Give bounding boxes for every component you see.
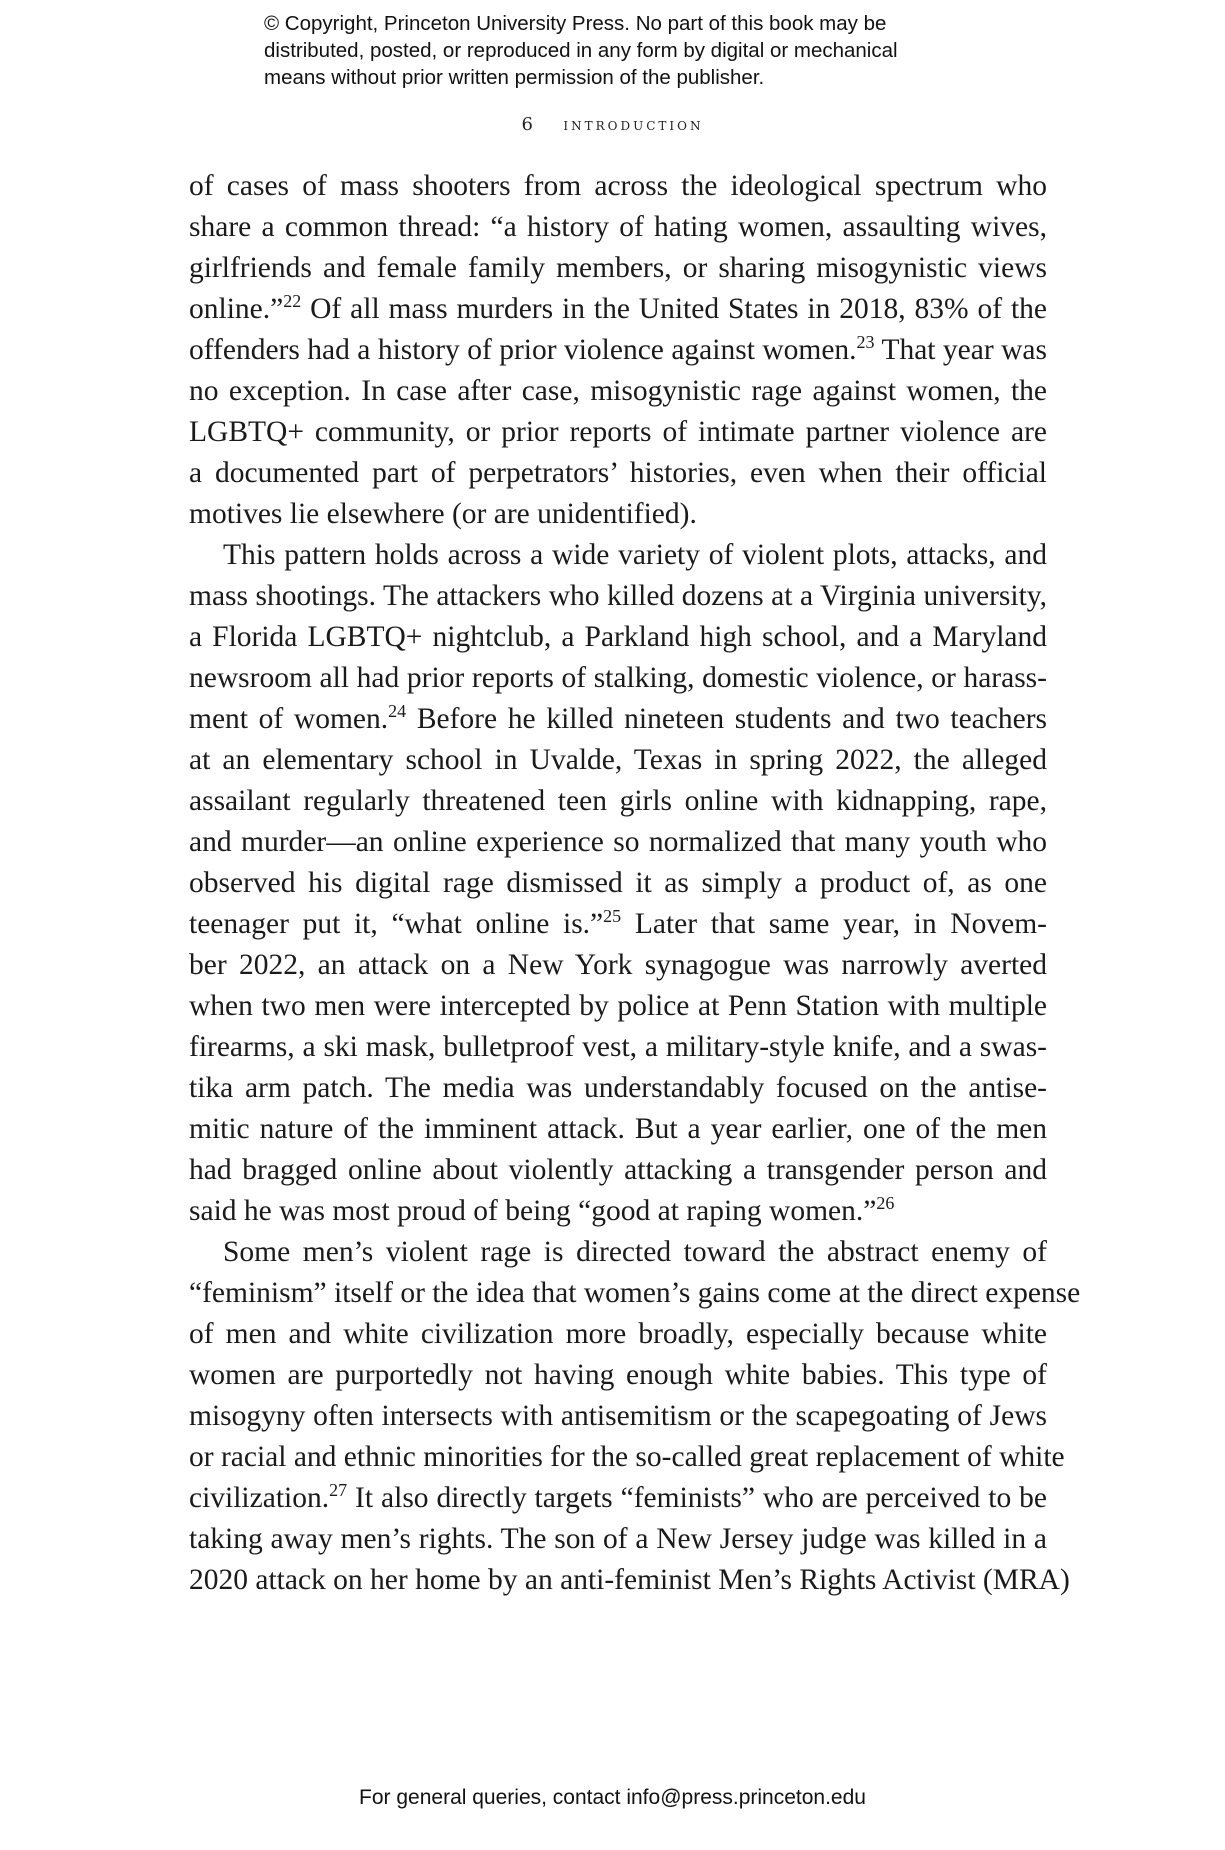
text-line: and murder—an online experience so normalized that many youth who: [189, 826, 1047, 858]
text-line: ber 2022, an attack on a New York synagogue was narrowly averted: [189, 949, 1047, 981]
footnote-ref: 27: [329, 1480, 348, 1500]
body-text: [189, 166, 1081, 1601]
copyright-line: means without prior written permission of the publisher.: [264, 66, 765, 89]
footnote-ref: 25: [603, 906, 622, 926]
copyright-line: distributed, posted, or reproduced in any form by digital or mechanical: [264, 39, 898, 62]
text-line: teenager put it, “what online is.”$^{25}$ Later that same year, in Novem-: [189, 906, 1047, 940]
text-line: or racial and ethnic minorities for the so-called great replacement of white: [189, 1441, 1065, 1473]
text-line: Some men’s violent rage is directed toward the abstract enemy of: [223, 1236, 1047, 1268]
text-line: when two men were intercepted by police at Penn Station with multiple: [189, 990, 1047, 1022]
text-line: a Florida LGBTQ+ nightclub, a Parkland high school, and a Maryland: [189, 621, 1047, 653]
text-line: assailant regularly threatened teen girls online with kidnapping, rape,: [189, 785, 1047, 817]
text-line: share a common thread: “a history of hating women, assaulting wives,: [189, 211, 1047, 243]
text-line: online.”$^{22}$ Of all mass murders in the United States in 2018, 83% of the: [189, 291, 1047, 325]
text-line: girlfriends and female family members, or sharing misogynistic views: [189, 252, 1047, 284]
text-line: tika arm patch. The media was understandably focused on the antise-: [189, 1072, 1047, 1104]
text-line: women are purportedly not having enough white babies. This type of: [189, 1359, 1047, 1391]
text-line: “feminism” itself or the idea that women’s gains come at the direct expense: [189, 1277, 1081, 1309]
text-line: of cases of mass shooters from across the ideological spectrum who: [189, 170, 1047, 202]
text-line: LGBTQ+ community, or prior reports of intimate partner violence are: [189, 416, 1047, 448]
text-line: ment of women.$^{24}$ Before he killed nineteen students and two teachers: [189, 701, 1048, 735]
footnote-ref: 24: [388, 701, 407, 721]
copyright-notice: [264, 10, 1024, 91]
text-line: offenders had a history of prior violence against women.$^{23}$ That year was: [189, 332, 1047, 366]
text-line: misogyny often intersects with antisemitism or the scapegoating of Jews: [189, 1400, 1047, 1432]
text-line: observed his digital rage dismissed it as simply a product of, as one: [189, 867, 1047, 899]
text-line: a documented part of perpetrators’ histories, even when their official: [189, 457, 1047, 489]
text-line: 2020 attack on her home by an anti-feminist Men’s Rights Activist (MRA): [189, 1564, 1070, 1596]
page-number: 6: [521, 114, 533, 135]
text-line: firearms, a ski mask, bulletproof vest, a military-style knife, and a swas-: [189, 1031, 1047, 1063]
footnote-ref: 26: [876, 1193, 895, 1213]
text-line: had bragged online about violently attacking a transgender person and: [189, 1154, 1047, 1186]
text-line: of men and white civilization more broadly, especially because white: [189, 1318, 1047, 1350]
text-line: mitic nature of the imminent attack. But a year earlier, one of the men: [189, 1113, 1047, 1145]
text-line: said he was most proud of being “good at raping women.”$^{26}$: [189, 1193, 895, 1227]
text-line: newsroom all had prior reports of stalking, domestic violence, or harass-: [189, 662, 1047, 694]
text-line: mass shootings. The attackers who killed dozens at a Virginia university,: [189, 580, 1047, 612]
text-line: taking away men’s rights. The son of a New Jersey judge was killed in a: [189, 1523, 1047, 1555]
footnote-ref: 22: [283, 291, 302, 311]
text-line: no exception. In case after case, misogynistic rage against women, the: [189, 375, 1047, 407]
text-line: This pattern holds across a wide variety of violent plots, attacks, and: [223, 539, 1047, 571]
running-title: introduction: [563, 115, 704, 135]
text-line: motives lie elsewhere (or are unidentified).: [189, 498, 697, 530]
running-head: [0, 114, 1225, 135]
footer-contact: For general queries, contact info@press.princeton.edu: [359, 1786, 866, 1809]
text-line: civilization.$^{27}$ It also directly targets “feminists” who are perceived to be: [189, 1480, 1047, 1514]
text-line: at an elementary school in Uvalde, Texas in spring 2022, the alleged: [189, 744, 1047, 776]
footnote-ref: 23: [856, 332, 875, 352]
copyright-line: © Copyright, Princeton University Press. No part of this book may be: [264, 12, 887, 35]
